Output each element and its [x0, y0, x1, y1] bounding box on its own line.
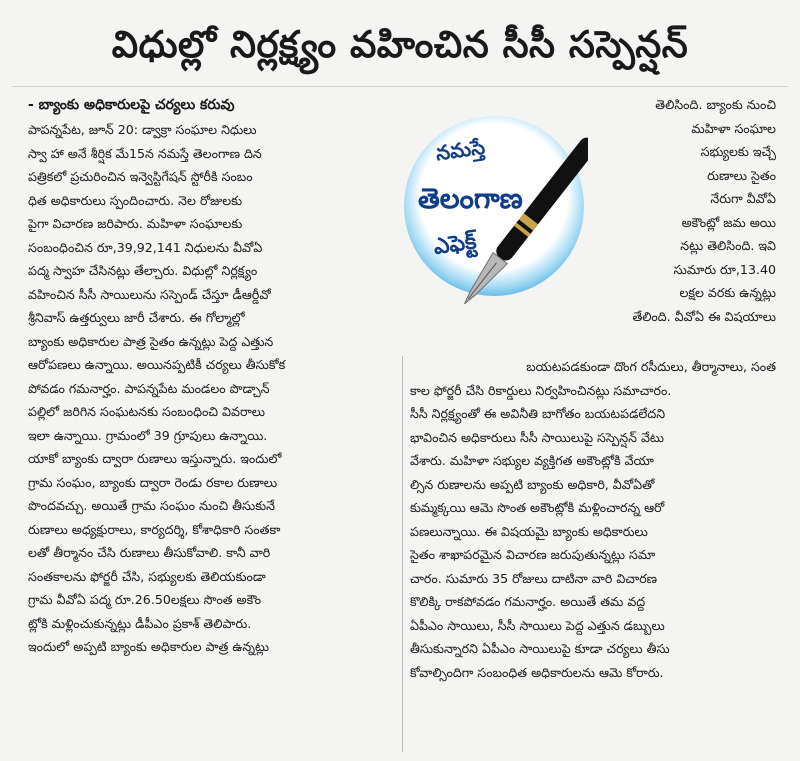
- text-line: పొందవచ్చు. అయితే గ్రామ సంఘం నుంచి తీసుకునే: [28, 498, 276, 513]
- text-line: భావించిన అధికారులు సీసీ సాయిలుపై సస్పెన్షన్ వేటు: [410, 429, 665, 445]
- text-line: ఇలా ఉన్నాయి. గ్రామంలో 39 గ్రూపులు ఉన్నాయి.: [28, 427, 268, 443]
- badge-text-telangana: తెలంగాణ: [418, 182, 523, 215]
- text-line: పత్రికలో ప్రచురించిన ఇన్వెస్టిగేషన్ స్టోరీకి సంబం: [28, 169, 253, 184]
- subheadline: - బ్యాంకు అధికారులపై చర్యలు కరువు: [28, 97, 235, 113]
- text-line: సంబంధించిన రూ,39,92,141 నిధులను వీవోఏ: [28, 239, 263, 255]
- text-line: సంతకాలను ఫోర్జరీ చేసి, సభ్యులకు తెలియకుండా: [28, 568, 266, 584]
- text-line: పాపన్నపేట, జూన్ 20: డ్వాక్రా సంఘాల నిధులు: [28, 122, 257, 137]
- badge-text-namaste: నమస్తే: [434, 134, 487, 166]
- text-line: బయటపడకుండా దొంగ రసీదులు, తీర్మానాలు, సంత: [526, 359, 776, 374]
- text-line: పణలున్నాయి. ఈ విషయమై బ్యాంకు అధికారులు: [410, 523, 648, 539]
- text-line: పల్లిలో జరిగిన సంఘటనకు సంబంధించి వివరాలు: [28, 404, 266, 419]
- text-line: చారం. సుమారు 35 రోజులు దాటినా వారి విచారణ: [410, 570, 658, 586]
- text-line: కొలిక్కి రాకపోవడం గమనార్హం. అయితే తమ వద్ద: [410, 594, 646, 609]
- text-line: అకౌంట్లో జమ అయి: [681, 214, 776, 230]
- badge-text-effect: ఎఫెక్ట్: [432, 229, 478, 260]
- right-column: [410, 355, 776, 755]
- text-line: తేలింది. వీవోఏ ఈ విషయాలు: [632, 308, 776, 324]
- text-line: తెలిసింది. బ్యాంకు నుంచి: [655, 97, 776, 112]
- text-line: వహించిన సీసీ సాయిలును సస్పెండ్ చేస్తూ డీఆర్డీవో: [28, 286, 271, 302]
- text-line: పోవడం గమనార్హం. పాపన్నపేట మండలం పొడ్చాన్: [28, 380, 270, 396]
- fountain-pen-icon: [404, 96, 588, 350]
- text-line: శ్రీనివాస్ ఉత్తర్వులు జారీ చేశారు. ఈ గోల్మాల్లో: [28, 310, 245, 325]
- right-top-column: [594, 93, 776, 355]
- text-line: లతో తీర్మానం చేసి రుణాలు తీసుకోవాలి. కానీ వారి: [28, 545, 271, 560]
- column-divider: [402, 356, 403, 752]
- text-line: కాల ఫోర్జరీ చేసి రికార్డులు నిర్వహించినట్లు సమాచారం.: [410, 382, 672, 398]
- text-line: నట్లు తెలిసింది. ఇవి: [680, 238, 776, 253]
- namaste-telangana-effect-badge: [404, 96, 588, 350]
- text-line: లక్షల వరకు ఉన్నట్లు: [679, 285, 776, 300]
- text-line: ఏపీఎం సాయిలు, సీసీ సాయిలు పెద్ద ఎత్తున డబ్బులు: [410, 617, 665, 633]
- text-line: సైతం శాఖాపరమైన విచారణ జరుపుతున్నట్లు సమా: [410, 547, 656, 562]
- text-line: గ్రామ వీవోఏ పద్మ రూ.26.50లక్షలు సొంత అకౌం: [28, 592, 262, 607]
- text-line: ల్సిన రుణాలను అప్పటి బ్యాంకు అధికారి, వీవోఏతో: [410, 476, 655, 492]
- text-line: ఆరోపణలు ఉన్నాయి. అయినప్పటికీ చర్యలు తీసుకోక: [28, 357, 286, 372]
- text-line: నేరుగా వీవోఏ: [710, 191, 776, 206]
- text-line: రుణాలు అధ్యక్షురాలు, కార్యదర్శి, కోశాధికారి సంతకా: [28, 521, 281, 537]
- text-line: ధిత అధికారులు స్పందించారు. నెల రోజులకు: [28, 192, 243, 208]
- text-line: బ్యాంకు అధికారుల పాత్ర సైతం ఉన్నట్లు పెద్ద ఎత్తున: [28, 333, 274, 349]
- text-line: స్వా హా అనే శీర్షిక మే15న నమస్తే తెలంగాణ దిన: [28, 145, 262, 161]
- text-line: ఇందులో అప్పటి బ్యాంకు అధికారుల పాత్ర ఉన్నట్లు: [28, 639, 270, 654]
- text-line: కుమ్మక్కయి ఆమె సొంత అకౌంట్లోకి మళ్లించారన్న ఆరో: [410, 500, 665, 515]
- text-line: సభ్యులకు ఇచ్చే: [700, 144, 776, 159]
- text-line: కోవాల్సిందిగా సంబంధిత అధికారులను ఆమె కోరారు.: [410, 664, 664, 680]
- text-line: సీసీ నిర్లక్ష్యంతో ఈ అవినీతి బాగోతం బయటపడలేదని: [410, 406, 666, 421]
- headline-divider: [12, 86, 788, 87]
- text-line: సుమారు రూ,13.40: [673, 261, 776, 277]
- text-line: తీసుకున్నారని ఏపీఎం సాయిలుపై కూడా చర్యలు తీసు: [410, 641, 670, 656]
- text-line: పైగా విచారణ జరిపారు. మహిళా సంఘాలకు: [28, 216, 243, 231]
- text-line: మహిళా సంఘాల: [691, 120, 776, 136]
- text-line: గ్రామ సంఘం, బ్యాంకు ద్వారా రెండు రకాల రుణాలు: [28, 474, 278, 490]
- text-line: పద్మ స్వాహ చేసినట్లు తేల్చారు. విధుల్లో నిర్లక్ష్యం: [28, 263, 258, 278]
- text-line: యాకో బ్యాంకు ద్వారా రుణాలు ఇస్తున్నారు. ఇందులో: [28, 451, 282, 466]
- left-column: [28, 118, 400, 756]
- headline: విధుల్లో నిర్లక్ష్యం వహించిన సీసీ సస్పెన్షన్: [111, 23, 689, 66]
- text-line: ట్లోకి మళ్లించుకున్నట్లు డీపీఎం ప్రకాశ్ తెలిపారు.: [28, 615, 252, 631]
- text-line: వేశారు. మహిళా సభ్యుల వ్యక్తిగత అకౌంట్లోకి వేయా: [410, 453, 654, 468]
- text-line: రుణాలు సైతం: [707, 167, 776, 183]
